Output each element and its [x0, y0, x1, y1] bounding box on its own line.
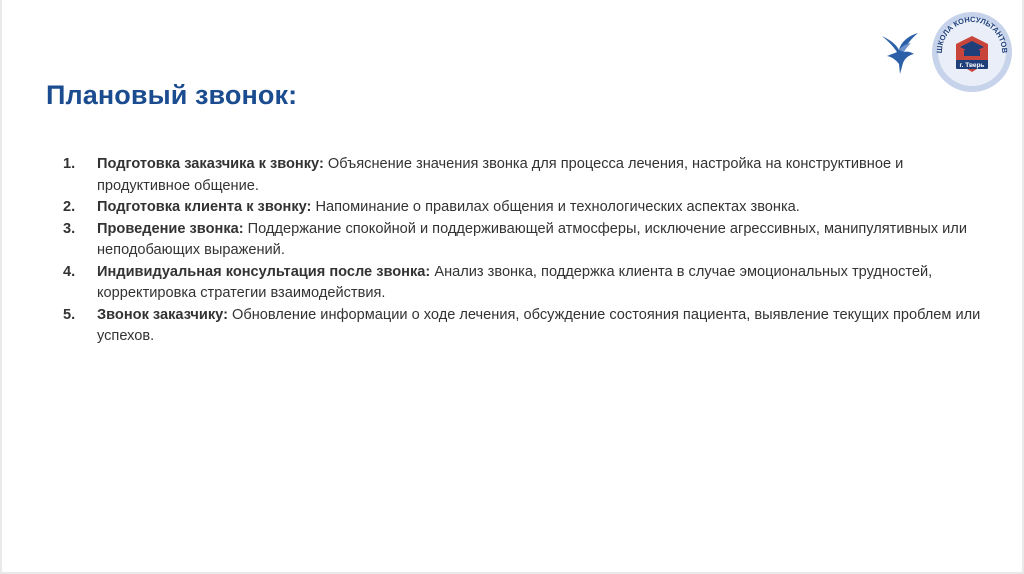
item-text: Поддержание спокойной и поддерживающей атмосферы, исключение агрессивных, манипулятивных или неподобающих выражений. — [97, 220, 967, 258]
item-lead: Подготовка заказчика к звонку: — [97, 156, 324, 172]
seal-top-text: ШКОЛА КОНСУЛЬТАНТОВ — [934, 14, 1010, 54]
item-number: 1. — [63, 156, 76, 172]
item-text: Обновление информации о ходе лечения, обсуждение состояния пациента, выявление текущих проблем или успехов. — [97, 306, 981, 344]
item-lead: Звонок заказчику: — [97, 306, 228, 323]
steps-list — [63, 154, 983, 348]
list-item — [63, 197, 983, 219]
list-item — [63, 154, 983, 197]
school-seal-icon — [930, 10, 1014, 94]
hummingbird-icon — [878, 30, 920, 78]
list-item — [63, 262, 983, 305]
item-number: 2. — [63, 199, 76, 215]
list-item — [63, 305, 983, 348]
item-lead: Подготовка клиента к звонку: — [97, 199, 312, 215]
item-number: 5. — [63, 306, 76, 323]
item-lead: Проведение звонка: — [97, 220, 244, 237]
item-lead: Индивидуальная консультация после звонка: — [97, 263, 431, 280]
item-text: Анализ звонка, поддержка клиента в случае эмоциональных трудностей, корректировка стратегии взаимодействия. — [97, 263, 933, 301]
item-number: 3. — [63, 220, 76, 237]
seal-bottom-text: г. Тверь — [959, 62, 985, 69]
slide-title: Плановый звонок: — [46, 80, 298, 110]
item-number: 4. — [63, 263, 76, 280]
slide — [2, 0, 1022, 572]
item-text: Объяснение значения звонка для процесса лечения, настройка на конструктивное и продуктивное общение. — [97, 156, 904, 194]
list-item — [63, 219, 983, 262]
item-text: Напоминание о правилах общения и технологических аспектах звонка. — [311, 199, 800, 215]
